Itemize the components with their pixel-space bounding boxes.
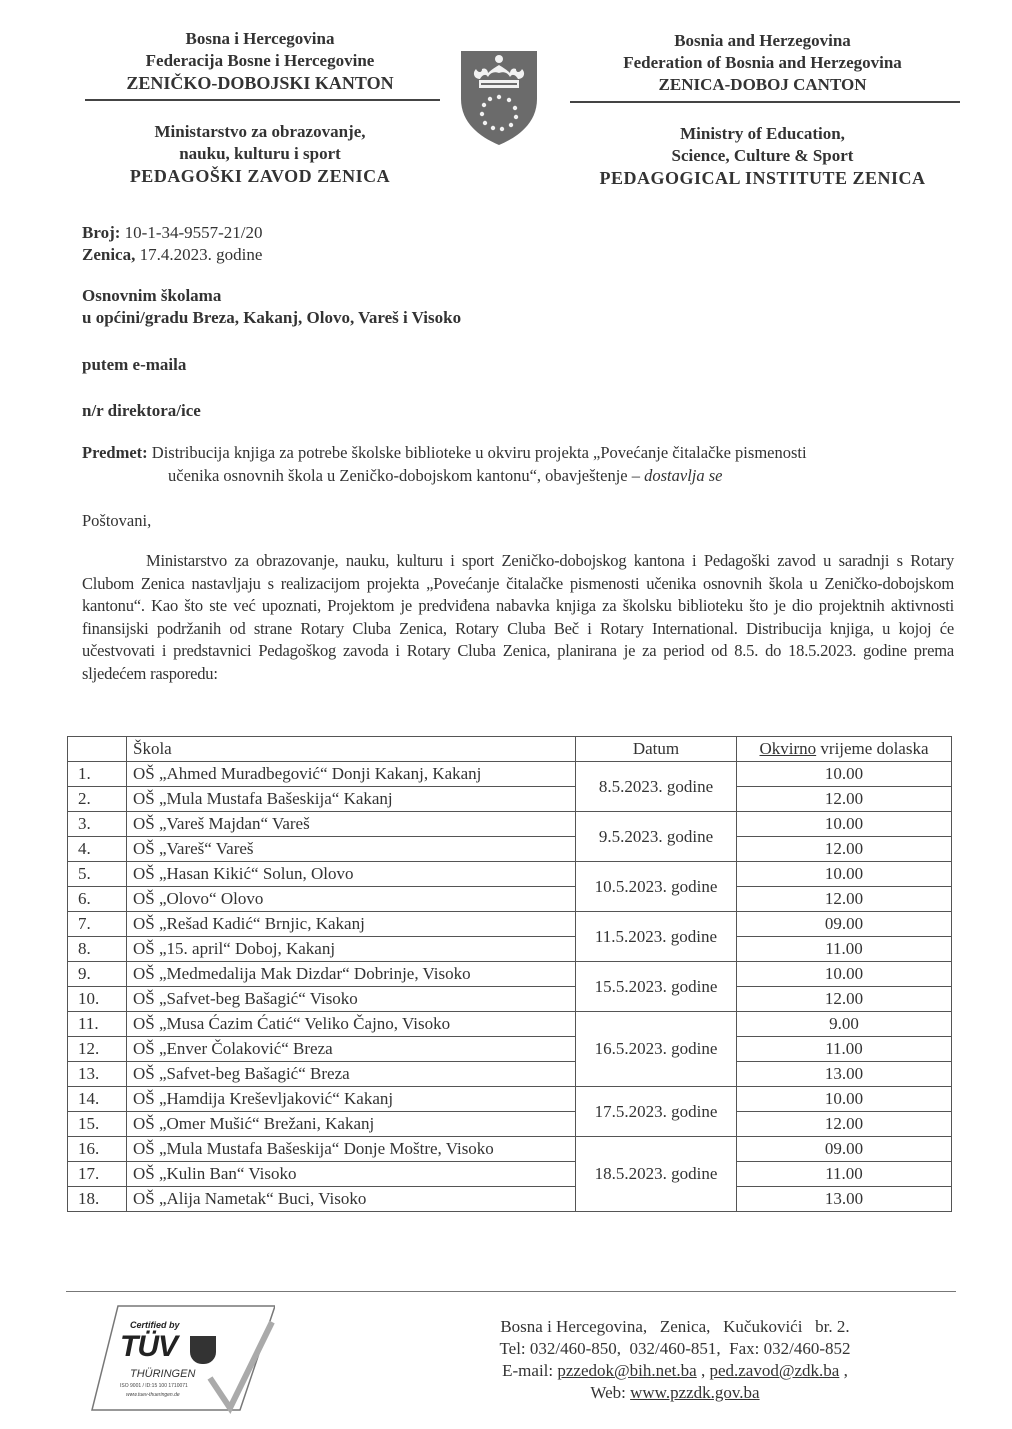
ministry-left	[80, 121, 440, 187]
table-header-row	[68, 737, 952, 762]
header-left	[80, 28, 440, 94]
institute-name-bs: PEDAGOŠKI ZAVOD ZENICA	[129, 166, 391, 186]
footer-email: E-mail: pzzedok@bih.net.ba , ped.zavod@zdk.ba ,	[502, 1361, 848, 1380]
delivery-method: putem e-maila	[82, 355, 187, 374]
place-label: Zenica,	[82, 245, 136, 264]
country-name-en: Bosnia and Herzegovina	[674, 31, 851, 50]
institute-name-en: PEDAGOGICAL INSTITUTE ZENICA	[599, 168, 926, 188]
subject-action: dostavlja se	[644, 466, 723, 485]
country-name-bs: Bosna i Hercegovina	[185, 29, 335, 48]
tuv-brand-text: TÜV	[120, 1330, 177, 1363]
email-link-2[interactable]: ped.zavod@zdk.ba	[709, 1361, 840, 1380]
ministry-name-en-2: Science, Culture & Sport	[671, 146, 854, 165]
header-date: Datum	[576, 737, 737, 762]
table-row: 2. OŠ „Mula Mustafa Bašeskija“ Kakanj 12.00	[68, 787, 952, 812]
table-row: 4. OŠ „Vareš“ Vareš 12.00	[68, 837, 952, 862]
header-school: Škola	[127, 737, 576, 762]
footer-address: Bosna i Hercegovina, Zenica, Kučukovići br. 2.	[500, 1317, 850, 1336]
footer-contact	[450, 1316, 900, 1404]
header-num	[68, 737, 127, 762]
body-paragraph: Ministarstvo za obrazovanje, nauku, kulturu i sport Zeničko-dobojskog kantona i Pedagoški zavod u saradnji s Rotary Clubom Zenica nastavljaju s realizacijom projekta „Povećanje čitalačke pismenosti učenika osnovnih škola u Zeničko-dobojskom kantonu“. Kao što ste već upoznati, Projektom je predviđena nabavka knjiga za školsku biblioteku što je dio projektnih aktivnosti finansijski podržanih od strane Rotary Cluba Zenica, Rotary Cluba Beč i Rotary International. Distribucija knjiga, u kojoj će učestvovati i predstavnici Pedagoškog zavoda i Rotary Cluba Zenica, planirana je za period od 8.5. do 18.5.2023. godine prema sljedećem rasporedu:	[82, 551, 954, 683]
canton-name-bs: ZENIČKO-DOBOJSKI KANTON	[126, 73, 394, 93]
subject-text-2: učenika osnovnih škola u Zeničko-dobojskom kantonu“, obavještenje –	[168, 466, 640, 485]
table-row: 11. OŠ „Musa Ćazim Ćatić“ Veliko Čajno, Visoko 16.5.2023. godine 9.00	[68, 1012, 952, 1037]
subject	[82, 441, 962, 487]
ministry-name-en: Ministry of Education,	[680, 124, 845, 143]
table-row: 18. OŠ „Alija Nametak“ Buci, Visoko 13.00	[68, 1187, 952, 1212]
reference-label: Broj:	[82, 223, 121, 242]
table-row: 1. OŠ „Ahmed Muradbegović“ Donji Kakanj, Kakanj 8.5.2023. godine 10.00	[68, 762, 952, 787]
greeting: Poštovani,	[82, 511, 152, 530]
reference-number: 10-1-34-9557-21/20	[124, 223, 263, 242]
document-meta	[82, 222, 263, 266]
tuv-certification-logo	[90, 1300, 275, 1415]
ministry-right	[565, 123, 960, 189]
tuv-website-text: www.tuev-thueringen.de	[126, 1392, 180, 1398]
table-row: 8. OŠ „15. april“ Doboj, Kakanj 11.00	[68, 937, 952, 962]
header-right	[565, 30, 960, 96]
table-row: 12. OŠ „Enver Čolaković“ Breza 11.00	[68, 1037, 952, 1062]
distribution-schedule-table	[67, 736, 952, 1212]
website-link[interactable]: www.pzzdk.gov.ba	[630, 1383, 760, 1402]
tuv-shield-icon	[190, 1336, 216, 1364]
coat-of-arms-crest-icon	[458, 47, 540, 147]
ministry-name-bs: Ministarstvo za obrazovanje,	[154, 122, 366, 141]
header-time: Okvirno vrijeme dolaska	[737, 737, 952, 762]
document-date: 17.4.2023. godine	[139, 245, 263, 264]
header-right-rule	[570, 101, 960, 103]
ministry-name-bs-2: nauku, kulturu i sport	[179, 144, 341, 163]
canton-name-en: ZENICA-DOBOJ CANTON	[658, 75, 867, 94]
table-row: 13. OŠ „Safvet-beg Bašagić“ Breza 13.00	[68, 1062, 952, 1087]
header-left-rule	[85, 99, 440, 101]
table-row: 14. OŠ „Hamdija Kreševljaković“ Kakanj 17.5.2023. godine 10.00	[68, 1087, 952, 1112]
footer-web: Web: www.pzzdk.gov.ba	[590, 1383, 760, 1402]
table-row: 16. OŠ „Mula Mustafa Bašeskija“ Donje Moštre, Visoko 18.5.2023. godine 09.00	[68, 1137, 952, 1162]
tuv-iso-text: ISO 9001 / ID:15 100 1710071	[120, 1383, 188, 1389]
table-row: 6. OŠ „Olovo“ Olovo 12.00	[68, 887, 952, 912]
recipient	[82, 285, 461, 329]
federation-name-en: Federation of Bosnia and Herzegovina	[623, 53, 902, 72]
recipient-line-2: u općini/gradu Breza, Kakanj, Olovo, Vareš i Visoko	[82, 308, 462, 327]
table-row: 17. OŠ „Kulin Ban“ Visoko 11.00	[68, 1162, 952, 1187]
table-row: 15. OŠ „Omer Mušić“ Brežani, Kakanj 12.00	[68, 1112, 952, 1137]
federation-name-bs: Federacija Bosne i Hercegovine	[145, 51, 375, 70]
table-row: 5. OŠ „Hasan Kikić“ Solun, Olovo 10.5.2023. godine 10.00	[68, 862, 952, 887]
recipient-line-1: Osnovnim školama	[82, 286, 222, 305]
checkmark-badge-icon	[90, 1300, 275, 1415]
table-row: 10. OŠ „Safvet-beg Bašagić“ Visoko 12.00	[68, 987, 952, 1012]
table-row: 7. OŠ „Rešad Kadić“ Brnjic, Kakanj 11.5.2023. godine 09.00	[68, 912, 952, 937]
table-row: 9. OŠ „Medmedalija Mak Dizdar“ Dobrinje, Visoko 15.5.2023. godine 10.00	[68, 962, 952, 987]
subject-label: Predmet:	[82, 443, 148, 462]
footer-phone: Tel: 032/460-850, 032/460-851, Fax: 032/460-852	[499, 1339, 851, 1358]
certified-by-text: Certified by	[130, 1320, 180, 1330]
email-link-1[interactable]: pzzedok@bih.net.ba	[557, 1361, 697, 1380]
tuv-region-text: THÜRINGEN	[130, 1368, 196, 1380]
footer-rule	[66, 1291, 956, 1292]
subject-text-1: Distribucija knjiga za potrebe školske biblioteke u okviru projekta „Povećanje čitalačke pismenosti	[151, 443, 807, 462]
table-row: 3. OŠ „Vareš Majdan“ Vareš 9.5.2023. godine 10.00	[68, 812, 952, 837]
attention-line: n/r direktora/ice	[82, 401, 201, 420]
